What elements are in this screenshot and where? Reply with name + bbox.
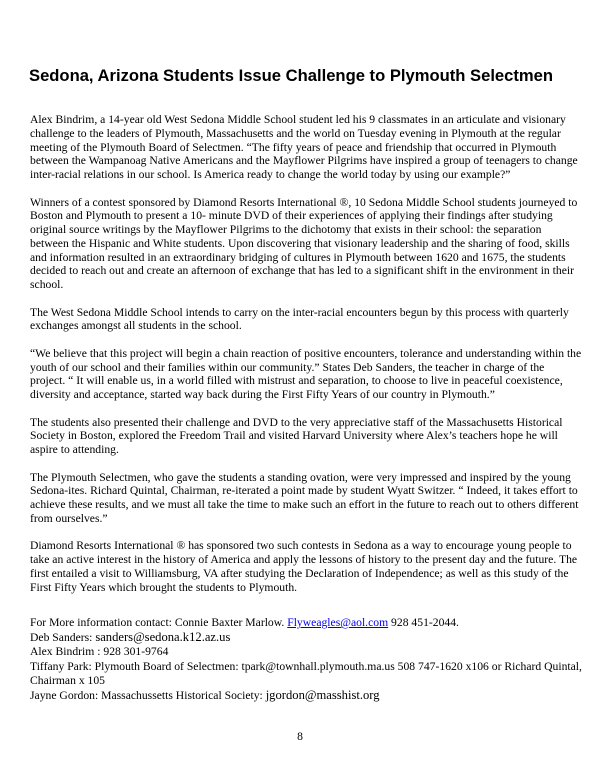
paragraph-quote-sanders: “We believe that this project will begin a chain reaction of positive encounters, tolerance and understanding within the youth of our school and their families within our community.” States Deb Sanders, the teacher in charge of the project. “ It will enable us, in a world filled with mistrust and separation, to choose to live in peaceful coexistence, diversity and acceptance, started way back during the First Fifty Years of our country in Plymouth.”: [30, 346, 582, 401]
article-title: Sedona, Arizona Students Issue Challenge to Plymouth Selectmen: [29, 66, 554, 85]
paragraph-contest: Winners of a contest sponsored by Diamond Resorts International ®, 10 Sedona Middle School students journeyed to Boston and Plymouth to present a 10- minute DVD of their experiences of applying their findings after studying original source writings by the Mayflower Pilgrims to the dichotomy that exists in their school: the separation between the Hispanic and White students. Upon discovering that visionary leadership and the sharing of food, skills and information resulted in an extraordinary bridging of cultures in Plymouth between 1620 and 1675, the students decided to reach out and create an afternoon of exchange that has led to a significant shift in the environment in their school.: [30, 195, 578, 291]
contact-deb-label: Deb Sanders:: [30, 631, 96, 645]
contact-connie-phone: 928 451-2044.: [388, 616, 459, 629]
contact-line-deb: [30, 630, 582, 645]
contact-jayne-label: Jayne Gordon: Massachussetts Historical Society:: [30, 689, 266, 703]
email-link-flyweagles[interactable]: Flyweagles@aol.com: [287, 616, 389, 629]
contact-line-jayne: [30, 688, 582, 703]
contact-jayne-email: jgordon@masshist.org: [265, 688, 380, 703]
contact-line-tiffany: Tiffany Park: Plymouth Board of Selectmen: tpark@townhall.plymouth.ma.us 508 747-1620 x106 or Richard Quintal, Chairman x 105: [30, 659, 582, 687]
paragraph-historical-society: The students also presented their challenge and DVD to the very appreciative staff of the Massachusetts Historical Society in Boston, explored the Freedom Trail and visited Harvard University where Alex’s teachers hope he will aspire to attending.: [30, 415, 563, 456]
paragraph-continuation: The West Sedona Middle School intends to carry on the inter-racial encounters begun by this process with quarterly exchanges amongst all students in the school.: [30, 305, 569, 333]
page-number: 8: [297, 730, 303, 743]
paragraph-selectmen: The Plymouth Selectmen, who gave the students a standing ovation, were very impressed and inspired by the young Sedona-ites. Richard Quintal, Chairman, re-iterated a point made by student Wyatt Switzer. “ Indeed, it takes effort to achieve these results, and we must all take the time to make such an effort in the future to reach out to others different from ourselves.”: [30, 470, 579, 525]
contact-block: [30, 616, 582, 703]
paragraph-intro: Alex Bindrim, a 14-year old West Sedona Middle School student led his 9 classmates in an articulate and visionary challenge to the leaders of Plymouth, Massachusetts and the world on Tuesday evening in Plymouth at the regular meeting of the Plymouth Board of Selectmen. “The fifty years of peace and friendship that occurred in Plymouth between the Wampanoag Native Americans and the Mayflower Pilgrims have inspired a group of teenagers to change inter-racial relations in our school. Is America ready to change the world today by using our example?”: [30, 113, 578, 181]
contact-line-connie: [30, 616, 582, 630]
contact-deb-email: sanders@sedona.k12.az.us: [95, 630, 231, 645]
contact-connie-label: For More information contact: Connie Baxter Marlow.: [30, 616, 288, 629]
article-body: [30, 113, 582, 608]
contact-line-alex: Alex Bindrim : 928 301-9764: [30, 645, 169, 659]
paragraph-sponsor: Diamond Resorts International ® has sponsored two such contests in Sedona as a way to encourage young people to take an active interest in the history of America and apply the lessons of history to the present day and the future. The first entailed a visit to Williamsburg, VA after studying the Declaration of Independence; as well as this study of the First Fifty Years which brought the students to Plymouth.: [30, 539, 578, 594]
